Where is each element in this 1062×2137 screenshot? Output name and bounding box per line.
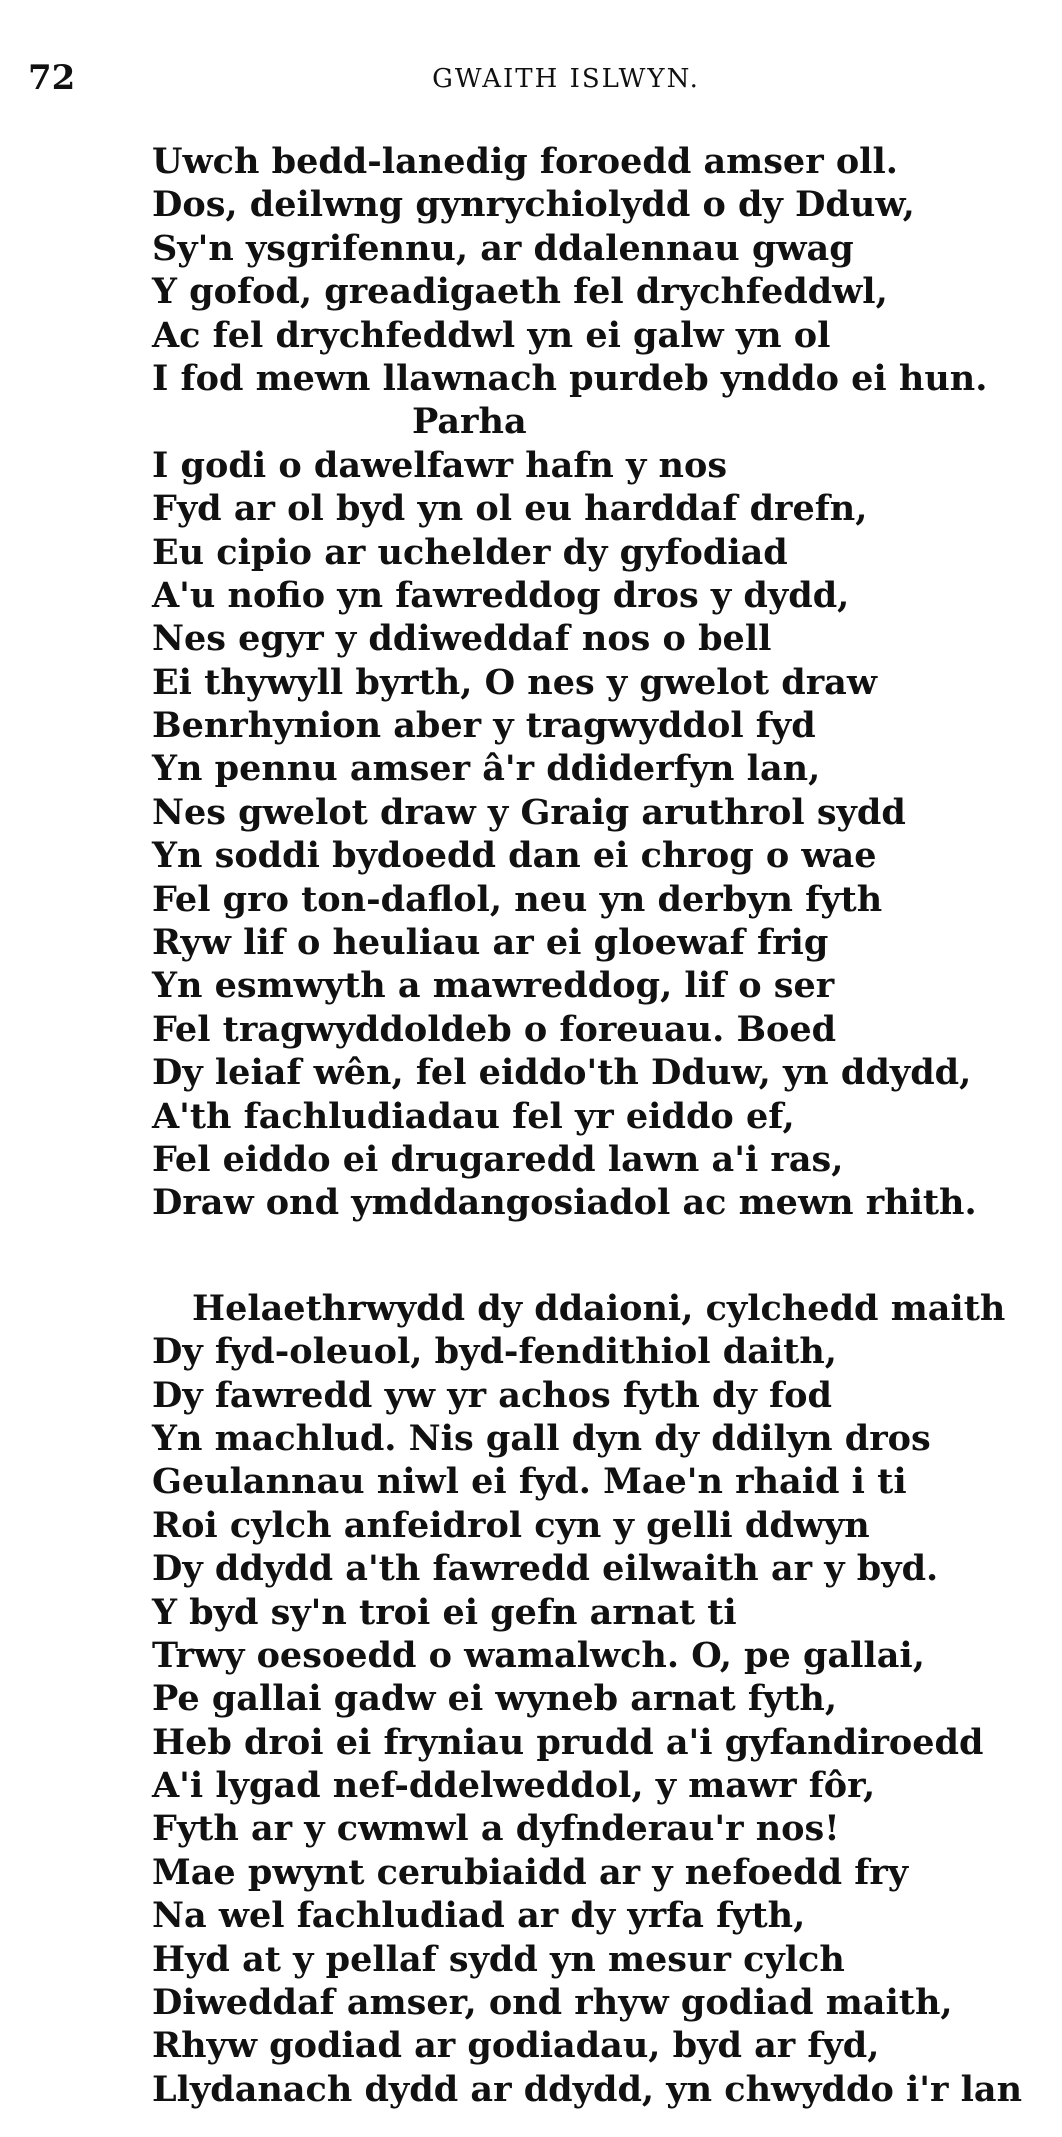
poem-line: Y gofod, greadigaeth fel drychfeddwl,	[152, 271, 888, 313]
poem-line: A'th fachludiadau fel yr eiddo ef,	[152, 1095, 795, 1137]
poem-line: Yn machlud. Nis gall dyn dy ddilyn dros	[152, 1417, 931, 1459]
poem-line: I fod mewn llawnach purdeb ynddo ei hun.	[152, 357, 988, 399]
poem-line: Yn esmwyth a mawreddog, lif o ser	[152, 965, 835, 1007]
poem-line: Diweddaf amser, ond rhyw godiad maith,	[152, 1982, 953, 2024]
poem-line: Y byd sy'n troi ei gefn arnat ti	[152, 1591, 737, 1633]
poem-line: Mae pwynt cerubiaidd ar y nefoedd fry	[152, 1851, 909, 1893]
poem-line: Ryw lif o heuliau ar ei gloewaf frig	[152, 922, 829, 964]
poem-line: A'i lygad nef-ddelweddol, y mawr fôr,	[152, 1765, 876, 1807]
poem-line: Llydanach dydd ar ddydd, yn chwyddo i'r lan	[152, 2068, 1023, 2110]
poem-line: I godi o dawelfawr hafn y nos	[152, 444, 728, 486]
poem-line: Yn pennu amser â'r ddiderfyn lan,	[152, 748, 821, 790]
poem-line: Dy ddydd a'th fawredd eilwaith ar y byd.	[152, 1548, 939, 1590]
poem-line: Draw ond ymddangosiadol ac mewn rhith.	[152, 1182, 977, 1224]
poem-line: Yn soddi bydoedd dan ei chrog o wae	[152, 835, 877, 877]
poem-text	[152, 140, 1032, 2111]
poem-line: Roi cylch anfeidrol cyn y gelli ddwyn	[152, 1504, 870, 1546]
page-number: 72	[28, 58, 76, 98]
poem-line: Dos, deilwng gynrychiolydd o dy Dduw,	[152, 184, 915, 226]
poem-line: Pe gallai gadw ei wyneb arnat fyth,	[152, 1678, 838, 1720]
poem-line: Uwch bedd-lanedig foroedd amser oll.	[152, 141, 898, 182]
poem-line: Fel eiddo ei drugaredd lawn a'i ras,	[152, 1138, 844, 1180]
poem-line: Fyd ar ol byd yn ol eu harddaf drefn,	[152, 488, 868, 530]
poem-line: A'u nofio yn fawreddog dros y dydd,	[152, 574, 850, 616]
poem-line: Sy'n ysgrifennu, ar ddalennau gwag	[152, 227, 854, 269]
running-head: GWAITH ISLWYN.	[432, 64, 700, 94]
poem-line-paragraph-start: Helaethrwydd dy ddaioni, cylchedd maith	[192, 1287, 1006, 1329]
poem-line: Nes gwelot draw y Graig aruthrol sydd	[152, 791, 906, 833]
poem-line: Fel tragwyddoldeb o foreuau. Boed	[152, 1008, 837, 1050]
poem-line: Heb droi ei fryniau prudd a'i gyfandiroedd	[152, 1721, 984, 1763]
page-header	[0, 58, 1062, 98]
stanza-break	[152, 1225, 1032, 1287]
poem-line: Ac fel drychfeddwl yn ei galw yn ol	[152, 314, 831, 356]
poem-line: Ei thywyll byrth, O nes y gwelot draw	[152, 661, 877, 703]
poem-line: Dy fawredd yw yr achos fyth dy fod	[152, 1374, 832, 1416]
poem-line: Nes egyr y ddiweddaf nos o bell	[152, 618, 772, 660]
poem-line: Trwy oesoedd o wamalwch. O, pe gallai,	[152, 1634, 925, 1676]
poem-line: Geulannau niwl ei fyd. Mae'n rhaid i ti	[152, 1461, 907, 1503]
poem-line: Fyth ar y cwmwl a dyfnderau'r nos!	[152, 1808, 840, 1850]
poem-line: Dy leiaf wên, fel eiddo'th Dduw, yn ddydd,	[152, 1052, 972, 1094]
poem-line-indented: Parha	[412, 401, 527, 443]
poem-line: Benrhynion aber y tragwyddol fyd	[152, 705, 816, 747]
poem-line: Na wel fachludiad ar dy yrfa fyth,	[152, 1895, 806, 1937]
poem-line: Dy fyd-oleuol, byd-fendithiol daith,	[152, 1331, 837, 1373]
poem-line: Eu cipio ar uchelder dy gyfodiad	[152, 531, 788, 573]
poem-line: Rhyw godiad ar godiadau, byd ar fyd,	[152, 2025, 880, 2067]
poem-line: Fel gro ton-daflol, neu yn derbyn fyth	[152, 878, 883, 920]
poem-line: Hyd at y pellaf sydd yn mesur cylch	[152, 1938, 845, 1980]
